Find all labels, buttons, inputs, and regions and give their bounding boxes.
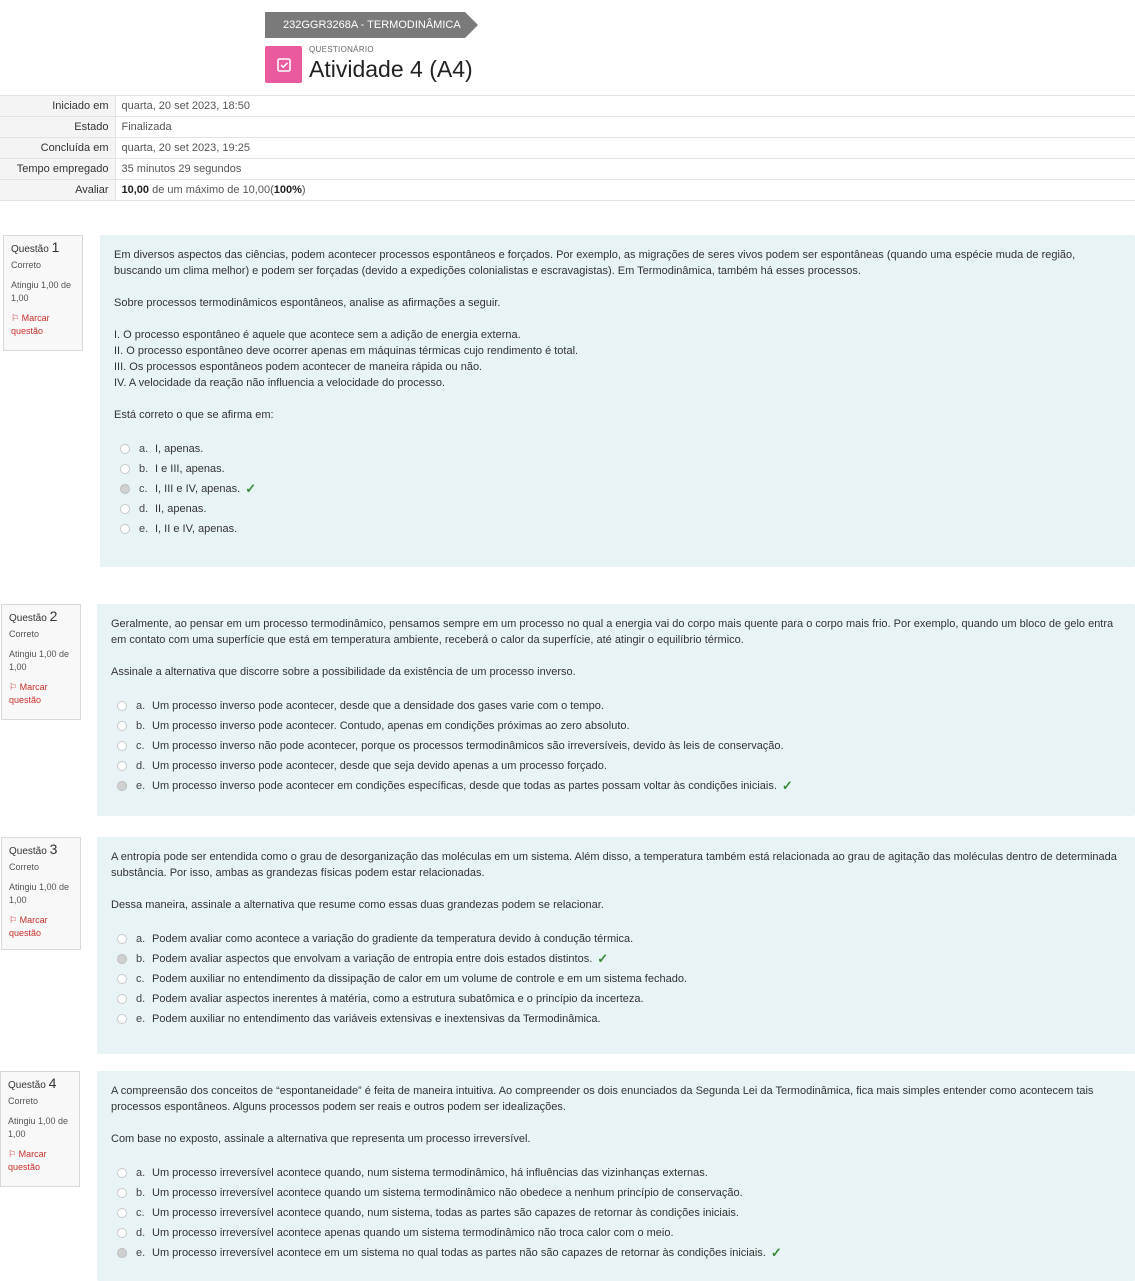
answer-radio[interactable] [117, 1014, 127, 1024]
question-state: Correto [9, 629, 40, 639]
answer-text: Um processo irreversível acontece quando, num sistema, todas as partes são capazes de retornar às condições iniciais. [152, 1207, 739, 1219]
answer-radio[interactable] [117, 761, 127, 771]
answer-radio[interactable] [117, 701, 127, 711]
check-icon: ✓ [770, 1245, 782, 1260]
answer-letter: d. [139, 503, 149, 515]
question-number: Questão 1 [11, 239, 60, 255]
flag-icon: ⚐ [8, 1149, 17, 1159]
answer-text: Podem auxiliar no entendimento das variáveis extensivas e inextensivas da Termodinâmica. [152, 1013, 601, 1025]
flag-icon: ⚐ [9, 915, 18, 925]
state-label: Estado [0, 117, 115, 138]
answer-letter: e. [136, 1247, 146, 1259]
answer-option[interactable] [111, 1243, 1121, 1263]
answer-option[interactable] [111, 929, 1121, 949]
answer-radio[interactable] [117, 741, 127, 751]
answer-text: Um processo irreversível acontece quando um sistema termodinâmico não obedece a nenhum princípio de conservação. [152, 1187, 743, 1199]
answer-radio[interactable] [117, 1168, 127, 1178]
answer-radio[interactable] [120, 504, 130, 514]
completed-value: quarta, 20 set 2023, 19:25 [115, 138, 1135, 159]
check-icon: ✓ [245, 481, 257, 496]
answer-option[interactable] [111, 1009, 1121, 1029]
page-title: Atividade 4 (A4) [309, 56, 473, 82]
question-number: Questão 3 [9, 841, 58, 857]
answer-radio[interactable] [120, 464, 130, 474]
answer-radio[interactable] [120, 524, 130, 534]
attempt-summary [0, 95, 1135, 201]
answer-letter: c. [139, 483, 148, 495]
answer-text: Um processo inverso não pode acontecer, porque os processos termodinâmicos são irreversíveis, devido às leis de conservação. [152, 740, 784, 752]
question-text: Em diversos aspectos das ciências, podem acontecer processos espontâneos e forçados. Por exemplo, as migrações de seres vivos podem ser espontâneas (quando uma espécie muda de região, buscando um clima melhor) e podem ser forçadas (devido a expedições colonialistas e escravagistas). Em Termodinâmica, também há esses processos. Sobre processos termodinâmicos espontâneos, analise as afirmações a seguir. I. O processo espontâneo é aquele que acontece sem a adição de energia externa. II. O processo espontâneo deve ocorrer apenas em máquinas térmicas cujo rendimento é total. III. Os processos espontâneos podem acontecer de maneira rápida ou não. IV. A velocidade da reação não influencia a velocidade do processo. Está correto o que se afirma em: [114, 249, 1076, 421]
answer-option[interactable] [114, 439, 1121, 459]
answer-text: Podem auxiliar no entendimento da dissipação de calor em um volume de controle e em um sistema fechado. [152, 973, 688, 985]
question-number: Questão 4 [8, 1075, 57, 1091]
answer-option[interactable] [111, 1223, 1121, 1243]
answer-option[interactable] [111, 776, 1121, 796]
question-state: Correto [11, 260, 42, 270]
answer-option[interactable] [114, 459, 1121, 479]
answer-text: Podem avaliar como acontece a variação do gradiente da temperatura devido à condução térmica. [152, 933, 634, 945]
flag-icon: ⚐ [9, 682, 18, 692]
started-label: Iniciado em [0, 96, 115, 117]
time-value: 35 minutos 29 segundos [115, 159, 1135, 180]
answer-option[interactable] [111, 1203, 1121, 1223]
question-grade: Atingiu 1,00 de 1,00 [9, 649, 70, 672]
answer-letter: d. [136, 760, 146, 772]
answer-text: Podem avaliar aspectos que envolvam a variação de entropia entre dois estados distintos. [152, 953, 593, 965]
answer-letter: d. [136, 1227, 146, 1239]
state-value: Finalizada [115, 117, 1135, 138]
answer-option[interactable] [111, 1163, 1121, 1183]
question-info [1, 837, 81, 950]
grade-end: ) [301, 184, 306, 196]
question-text: A compreensão dos conceitos de “espontaneidade” é feita de maneira intuitiva. Ao compreender os dois enunciados da Segunda Lei da Termodinâmica, fica mais simples entender como acontecem tais processos espontâneos. Alguns processos podem ser reais e outros podem ser idealizações. Com base no exposto, assinale a alternativa que representa um processo irreversível. [111, 1085, 1094, 1145]
answer-radio[interactable] [117, 1208, 127, 1218]
answer-text: II, apenas. [155, 503, 207, 515]
question-box [97, 837, 1135, 1054]
check-icon: ✓ [597, 951, 609, 966]
answer-option[interactable] [111, 969, 1121, 989]
activity-kicker: QUESTIONÁRIO [309, 45, 374, 54]
answer-text: I e III, apenas. [155, 463, 225, 475]
answer-letter: e. [136, 780, 146, 792]
answer-radio[interactable] [117, 721, 127, 731]
answer-text: Um processo inverso pode acontecer. Contudo, apenas em condições próximas ao zero absoluto. [152, 720, 630, 732]
answer-option[interactable] [114, 499, 1121, 519]
answer-text: Um processo irreversível acontece apenas quando um sistema termodinâmico não troca calor com o meio. [152, 1227, 674, 1239]
question-box [97, 604, 1135, 816]
completed-label: Concluída em [0, 138, 115, 159]
answer-text: I, apenas. [155, 443, 204, 455]
answer-letter: a. [136, 700, 146, 712]
answer-letter: b. [136, 720, 146, 732]
answer-letter: b. [136, 1187, 146, 1199]
question-state: Correto [9, 862, 40, 872]
question-grade: Atingiu 1,00 de 1,00 [11, 280, 72, 303]
answer-radio[interactable] [117, 1228, 127, 1238]
answer-text: Um processo irreversível acontece quando, num sistema termodinâmico, há influências das vizinhanças externas. [152, 1167, 708, 1179]
answer-text: Um processo inverso pode acontecer, desde que seja devido apenas a um processo forçado. [152, 760, 607, 772]
check-icon: ✓ [781, 778, 793, 793]
answer-text: I, III e IV, apenas. [155, 483, 241, 495]
answer-option[interactable] [111, 696, 1121, 716]
answer-letter: a. [136, 933, 146, 945]
grade-value [115, 180, 1135, 201]
flag-question-link[interactable]: ⚐ Marcar questão [9, 915, 48, 938]
answer-letter: e. [139, 523, 149, 535]
flag-question-link[interactable]: ⚐ Marcar questão [9, 682, 48, 705]
answer-text: Um processo irreversível acontece em um sistema no qual todas as partes não são capazes de retornar às condições iniciais. [152, 1247, 766, 1259]
flag-question-link[interactable]: ⚐ Marcar questão [8, 1149, 47, 1172]
answer-letter: e. [136, 1013, 146, 1025]
answer-options [111, 1163, 1121, 1263]
answer-radio[interactable] [117, 974, 127, 984]
grade-label: Avaliar [0, 180, 115, 201]
answer-text: I, II e IV, apenas. [155, 523, 238, 535]
question-text: Geralmente, ao pensar em um processo termodinâmico, pensamos sempre em um processo no qual a energia vai do corpo mais quente para o corpo mais frio. Por exemplo, quando um bloco de gelo entra em contato com uma superfície que está em temperatura ambiente, receberá o calor da superfície, até atingir o equilíbrio térmico. Assinale a alternativa que discorre sobre a possibilidade da existência de um processo inverso. [111, 618, 1114, 678]
answer-letter: b. [136, 953, 146, 965]
answer-text: Um processo inverso pode acontecer em condições específicas, desde que todas as partes possam voltar às condições iniciais. [152, 780, 777, 792]
answer-option[interactable] [111, 1183, 1121, 1203]
started-value: quarta, 20 set 2023, 18:50 [115, 96, 1135, 117]
answer-radio[interactable] [117, 1248, 127, 1258]
answer-radio[interactable] [120, 484, 130, 494]
answer-letter: b. [139, 463, 149, 475]
grade-middle: de um máximo de 10,00( [149, 184, 274, 196]
answer-letter: a. [139, 443, 149, 455]
question-info [1, 604, 81, 720]
flag-question-link[interactable]: ⚐ Marcar questão [11, 313, 50, 336]
answer-option[interactable] [111, 716, 1121, 736]
question-text: A entropia pode ser entendida como o grau de desorganização das moléculas em um sistema. Além disso, a temperatura também está relacionada ao grau de agitação das moléculas dentro de determinada substância. Por isso, ambas as grandezas físicas podem estar relacionadas. Dessa maneira, assinale a alternativa que resume como essas duas grandezas podem se relacionar. [111, 851, 1117, 911]
answer-radio[interactable] [120, 444, 130, 454]
question-state: Correto [8, 1096, 39, 1106]
answer-option[interactable] [111, 736, 1121, 756]
answer-letter: c. [136, 1207, 145, 1219]
answer-radio[interactable] [117, 954, 127, 964]
answer-text: Um processo inverso pode acontecer, desde que a densidade dos gases varie com o tempo. [152, 700, 604, 712]
answer-option[interactable] [111, 949, 1121, 969]
answer-radio[interactable] [117, 1188, 127, 1198]
answer-radio[interactable] [117, 994, 127, 1004]
question-info [3, 235, 83, 351]
answer-option[interactable] [111, 756, 1121, 776]
quiz-icon [265, 46, 302, 83]
answer-options [114, 439, 1121, 539]
question-grade: Atingiu 1,00 de 1,00 [8, 1116, 69, 1139]
answer-letter: d. [136, 993, 146, 1005]
question-number: Questão 2 [9, 608, 58, 624]
answer-letter: a. [136, 1167, 146, 1179]
answer-radio[interactable] [117, 934, 127, 944]
grade-percent: 100% [273, 184, 302, 196]
answer-letter: c. [136, 973, 145, 985]
question-info [0, 1071, 80, 1187]
grade-score: 10,00 [121, 184, 150, 196]
time-label: Tempo empregado [0, 159, 115, 180]
answer-radio[interactable] [117, 781, 127, 791]
question-grade: Atingiu 1,00 de 1,00 [9, 882, 70, 905]
breadcrumb[interactable]: 232GGR3268A - TERMODINÂMICA [265, 12, 465, 38]
answer-option[interactable] [114, 519, 1121, 539]
answer-option[interactable] [111, 989, 1121, 1009]
answer-letter: c. [136, 740, 145, 752]
answer-options [111, 929, 1121, 1029]
question-box [100, 235, 1135, 567]
flag-icon: ⚐ [11, 313, 20, 323]
answer-option[interactable] [114, 479, 1121, 499]
answer-text: Podem avaliar aspectos inerentes à matéria, como a estrutura subatômica e o princípio da incerteza. [152, 993, 644, 1005]
question-box [97, 1071, 1135, 1281]
answer-options [111, 696, 1121, 796]
